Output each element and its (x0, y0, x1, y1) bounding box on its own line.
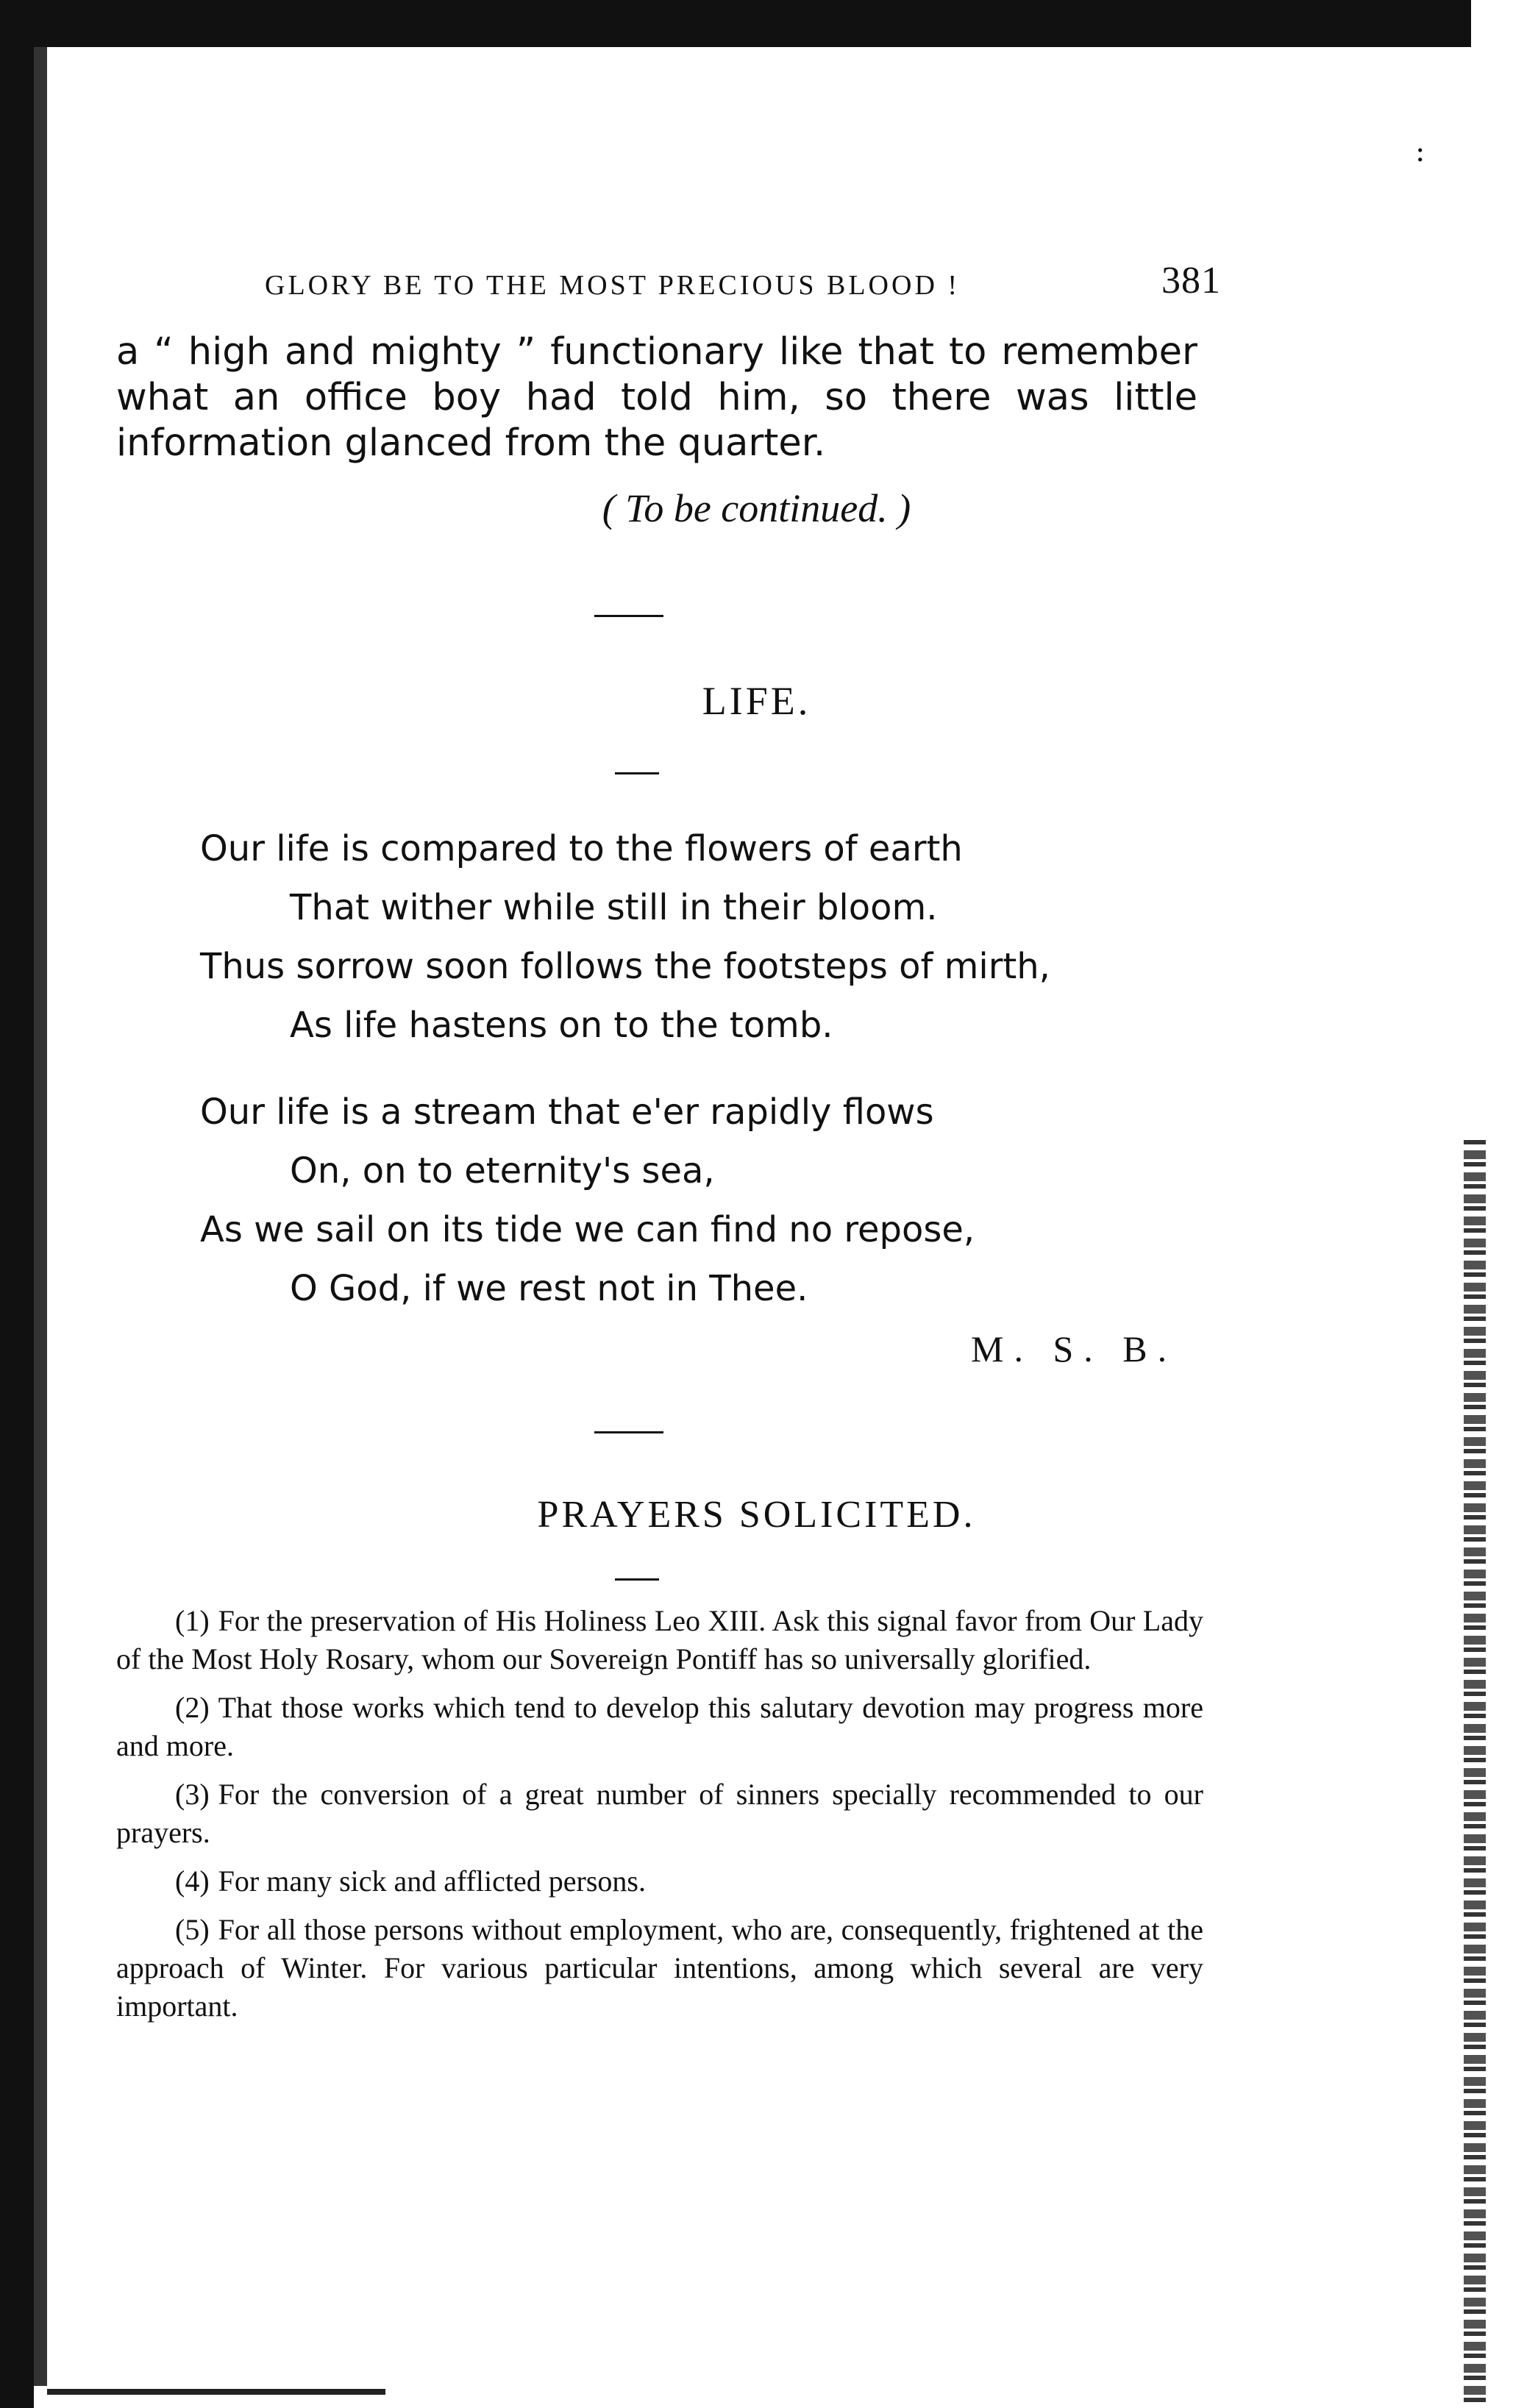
poem-line: As life hastens on to the tomb. (290, 1005, 833, 1046)
running-title: GLORY BE TO THE MOST PRECIOUS BLOOD ! (265, 270, 961, 301)
scan-edge-artifact (1464, 1140, 1486, 2405)
prayer-item (116, 1862, 1203, 1901)
poem-title: LIFE. (702, 679, 811, 723)
prayer-number: (1) (175, 1604, 210, 1637)
prayer-number: (5) (175, 1913, 210, 1946)
page-border-left (0, 0, 34, 2408)
page-border-top (0, 0, 1471, 47)
poem-line: Thus sorrow soon follows the footsteps of mirth, (200, 946, 1050, 987)
page-border-shadow (34, 47, 47, 2386)
section-divider (615, 1578, 659, 1581)
poem-line: Our life is compared to the flowers of earth (200, 828, 963, 869)
poem-line: O God, if we rest not in Thee. (290, 1268, 808, 1309)
poem-stanza-1 (200, 819, 1230, 1055)
prayer-text: For the conversion of a great number of sinners specially recommended to our prayers. (116, 1778, 1203, 1849)
poem-line: As we sail on its tide we can find no repose, (200, 1209, 975, 1250)
prayer-text: For all those persons without employment, who are, consequently, frightened at the approach of Winter. For various particular intentions, among which several are very important. (116, 1913, 1203, 2023)
poem-signature: M. S. B. (971, 1328, 1178, 1369)
prayer-text: For the preservation of His Holiness Leo XIII. Ask this signal favor from Our Lady of the Most Holy Rosary, whom our Sovereign Pontiff has so universally glorified. (116, 1604, 1203, 1675)
poem-stanza-2 (200, 1083, 1230, 1318)
poem-line: On, on to eternity's sea, (290, 1150, 715, 1191)
prayer-item (116, 1602, 1203, 1678)
section-divider (615, 772, 659, 774)
section-divider (594, 1431, 663, 1433)
page-border-bottom (47, 2389, 385, 2395)
page-number: 381 (1161, 260, 1221, 302)
to-be-continued: ( To be continued. ) (602, 486, 911, 530)
poem-line: Our life is a stream that e'er rapidly flows (200, 1091, 934, 1133)
prayer-item (116, 1689, 1203, 1765)
poem-line: That wither while still in their bloom. (290, 887, 938, 928)
prayer-number: (2) (175, 1691, 210, 1724)
scan-dot-mark: : (1415, 135, 1425, 168)
prayer-item (116, 1775, 1203, 1852)
running-header (265, 259, 1221, 310)
section-divider (594, 615, 663, 617)
prayer-text: For many sick and afflicted persons. (218, 1864, 646, 1898)
intro-paragraph: a “ high and mighty ” functionary like that to remember what an office boy had told him, so there was little information glanced from the quarter. (116, 330, 1197, 465)
prayers-title: PRAYERS SOLICITED. (537, 1494, 976, 1536)
prayer-number: (4) (175, 1864, 210, 1898)
prayer-item (116, 1911, 1203, 2026)
prayer-number: (3) (175, 1778, 210, 1811)
prayer-text: That those works which tend to develop this salutary devotion may progress more and more. (116, 1691, 1203, 1762)
prayers-list (116, 1602, 1203, 2036)
